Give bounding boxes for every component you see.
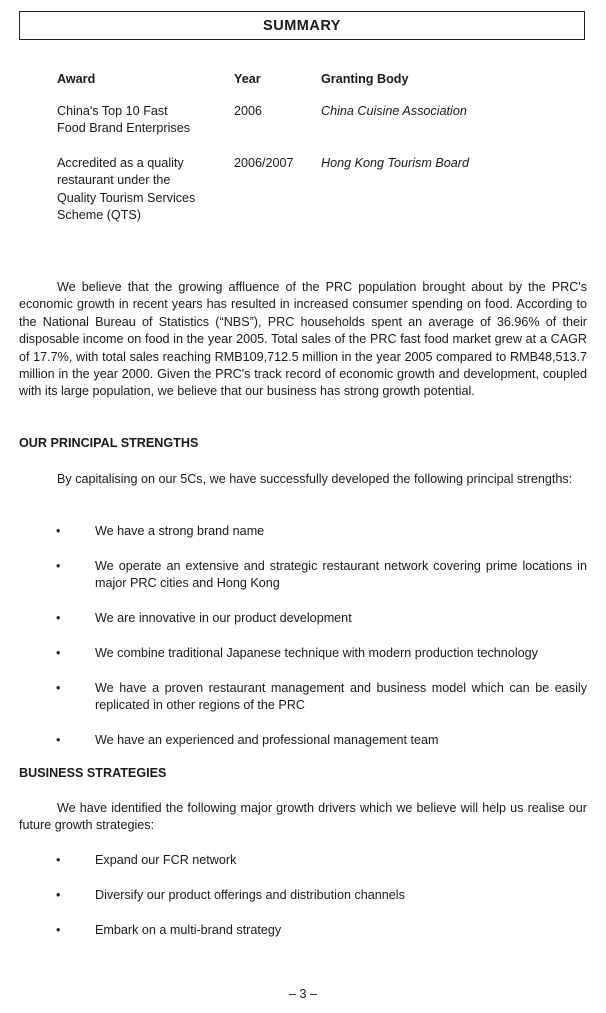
- list-item-text: We have a proven restaurant management and business model which can be easily replicated in other regions of the PRC: [95, 680, 587, 712]
- page-number: – 3 –: [288, 987, 317, 1001]
- strengths-heading: OUR PRINCIPAL STRENGTHS: [19, 436, 199, 450]
- list-item-text: We have a strong brand name: [95, 524, 265, 538]
- col-header-year: Year: [234, 72, 261, 86]
- bullet-icon: •: [56, 680, 61, 695]
- list-item-text: Diversify our product offerings and distribution channels: [95, 887, 405, 902]
- granting-body-cell: China Cuisine Association: [321, 104, 467, 118]
- table-row: [57, 155, 587, 225]
- bullet-icon: •: [56, 524, 61, 538]
- list-item-text: We combine traditional Japanese technique with modern production technology: [95, 645, 538, 660]
- bullet-icon: •: [56, 611, 61, 625]
- page-title: SUMMARY: [263, 17, 341, 34]
- strategies-heading: BUSINESS STRATEGIES: [19, 766, 167, 780]
- list-item: [19, 645, 587, 662]
- list-item: [19, 732, 587, 749]
- list-item: [19, 852, 587, 869]
- list-item: [19, 523, 587, 540]
- list-item: [19, 610, 587, 627]
- intro-paragraph: We believe that the growing affluence of the PRC population brought about by the PRC's economic growth in recent years has resulted in increased consumer spending on food. According to the National Bureau of Statistics (“NBS”), PRC households spent an average of 36.96% of their disposable income on food in the year 2005. Total sales of the PRC fast food market grew at a CAGR of 17.7%, with total sales reaching RMB109,712.5 million in the year 2005 compared to RMB48,513.7 million in the year 2000. Given the PRC's track record of economic growth and development, coupled with its large population, we believe that our business has strong growth potential.: [19, 280, 587, 399]
- summary-header-box: [19, 11, 585, 40]
- list-item-text: Embark on a multi-brand strategy: [95, 922, 282, 937]
- bullet-icon: •: [56, 922, 61, 937]
- col-header-granting-body: Granting Body: [321, 72, 409, 86]
- strengths-intro: By capitalising on our 5Cs, we have successfully developed the following principal strengths:: [57, 472, 573, 486]
- bullet-icon: •: [56, 645, 61, 660]
- list-item: [19, 887, 587, 904]
- list-item: [19, 680, 587, 715]
- bullet-icon: •: [56, 558, 61, 573]
- col-header-award: Award: [57, 72, 96, 86]
- awards-table-header: [57, 72, 587, 86]
- bullet-icon: •: [56, 887, 61, 902]
- granting-body-cell: Hong Kong Tourism Board: [321, 155, 469, 170]
- award-cell: Accredited as a quality restaurant under the Quality Tourism Services Scheme (QTS): [57, 155, 196, 223]
- list-item-text: We are innovative in our product development: [95, 611, 352, 625]
- list-item: [19, 558, 587, 593]
- table-row: [57, 103, 587, 138]
- strategies-intro: We have identified the following major growth drivers which we believe will help us realise our future growth strategies:: [19, 801, 587, 833]
- awards-table: [57, 72, 587, 241]
- list-item: [19, 922, 587, 939]
- bullet-icon: •: [56, 853, 61, 867]
- bullet-icon: •: [56, 732, 61, 747]
- list-item-text: Expand our FCR network: [95, 853, 237, 867]
- list-item-text: We have an experienced and professional management team: [95, 732, 439, 747]
- strategies-list: [19, 852, 587, 939]
- list-item-text: We operate an extensive and strategic restaurant network covering prime locations in major PRC cities and Hong Kong: [95, 558, 587, 591]
- year-cell: 2006: [234, 104, 263, 118]
- year-cell: 2006/2007: [234, 155, 294, 170]
- award-cell: China's Top 10 Fast Food Brand Enterprises: [57, 104, 191, 136]
- strengths-list: [19, 523, 587, 749]
